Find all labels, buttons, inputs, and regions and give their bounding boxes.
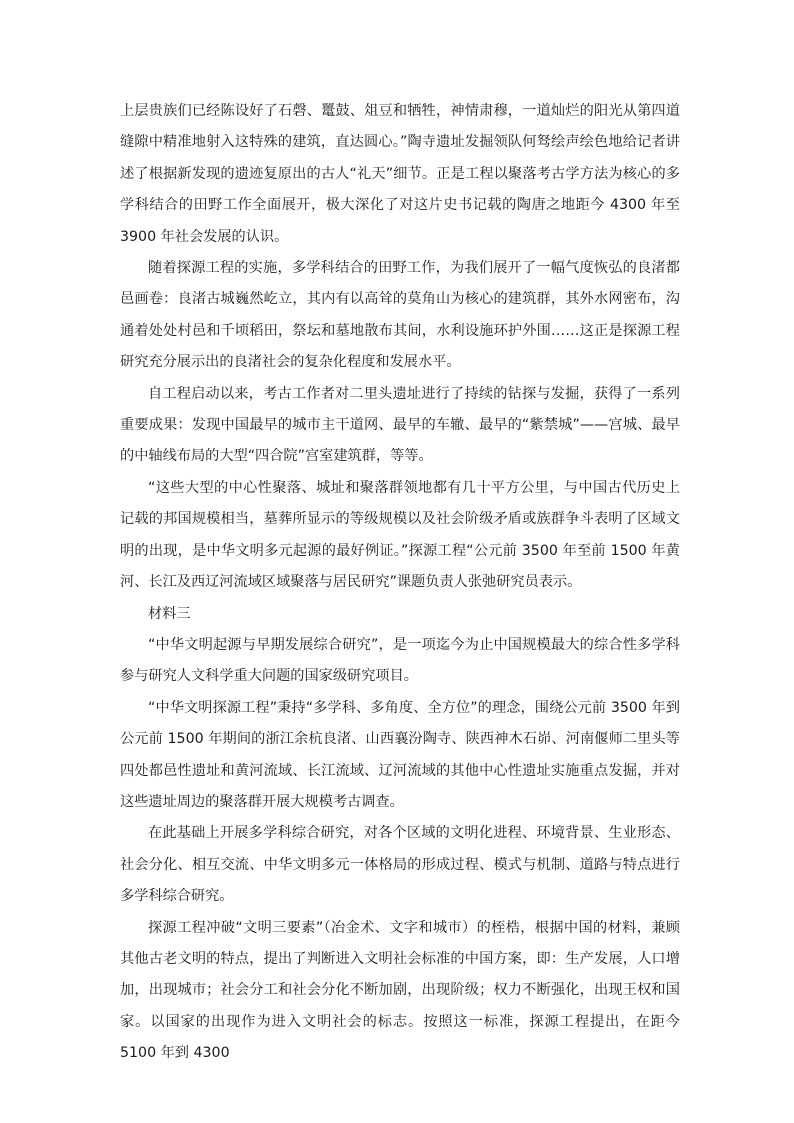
paragraph-erlitou: 自工程启动以来，考古工作者对二里头遗址进行了持续的钻探与发掘，获得了一系列重要成果：发现中国最早的城市主干道网、最早的车辙、最早的“紫禁城”——宫城、最早的中轴线布局的大型“四合院”宫室建筑群，等等。 — [120, 385, 680, 465]
paragraph-project-intro: “中华文明起源与早期发展综合研究”，是一项迄今为止中国规模最大的综合性多学科参与研究人文科学重大问题的国家级研究项目。 — [120, 636, 680, 685]
paragraph-project-scope: “中华文明探源工程”秉持“多学科、多角度、全方位”的理念，围绕公元前 3500 年到公元前 1500 年期间的浙江余杭良渚、山西襄汾陶寺、陕西神木石峁、河南偃师二里头等四处都邑性遗址和黄河流域、长江流域、辽河流域的其他中心性遗址实施重点发掘，并对这些遗址周边的聚落群开展大规模考古调查。 — [120, 699, 680, 810]
paragraph-quote-zhangchi: “这些大型的中心性聚落、城址和聚落群领地都有几十平方公里，与中国古代历史上记载的邦国规模相当，墓葬所显示的等级规模以及社会阶级矛盾或族群争斗表明了区域文明的出现，是中华文明多元起源的最好例证。”探源工程“公元前 3500 年至前 1500 年黄河、长江及西辽河流域区域聚落与居民研究”课题负责人张弛研究员表示。 — [120, 479, 680, 591]
paragraph-liangzhu: 随着探源工程的实施，多学科结合的田野工作，为我们展开了一幅气度恢弘的良渚都邑画卷：良渚古城巍然屹立，其内有以高耸的莫角山为核心的建筑群，其外水网密布，沟通着处处村邑和千顷稻田，祭坛和墓地散布其间，水利设施环护外围……这正是探源工程研究充分展示出的良渚社会的复杂化程度和发展水平。 — [120, 260, 680, 371]
paragraph-continuation: 上层贵族们已经陈设好了石磬、鼍鼓、俎豆和牺牲，神情肃穆，一道灿烂的阳光从第四道缝隙中精准地射入这特殊的建筑，直达圆心。”陶寺遗址发掘领队何驽绘声绘色地给记者讲述了根据新发现的遗迹复原出的古人“礼天”细节。正是工程以聚落考古学方法为核心的多学科结合的田野工作全面展开，极大深化了对这片史书记载的陶唐之地距今 4300 年至 3900 年社会发展的认识。 — [120, 103, 680, 245]
document-page — [120, 96, 680, 1070]
section-heading-material-three: 材料三 — [148, 605, 191, 622]
paragraph-research-basis: 在此基础上开展多学科综合研究，对各个区域的文明化进程、环境背景、生业形态、社会分化、相互交流、中华文明多元一体格局的形成过程、模式与机制、道路与特点进行多学科综合研究。 — [120, 825, 680, 905]
paragraph-civilization-standard: 探源工程冲破“文明三要素”（冶金术、文字和城市）的桎梏，根据中国的材料，兼顾其他古老文明的特点，提出了判断进入文明社会标准的中国方案，即：生产发展，人口增加，出现城市；社会分工和社会分化不断加剧，出现阶级；权力不断强化，出现王权和国家。以国家的出现作为进入文明社会的标志。按照这一标准，探源工程提出，在距今 5100 年到 4300 — [120, 919, 680, 1062]
